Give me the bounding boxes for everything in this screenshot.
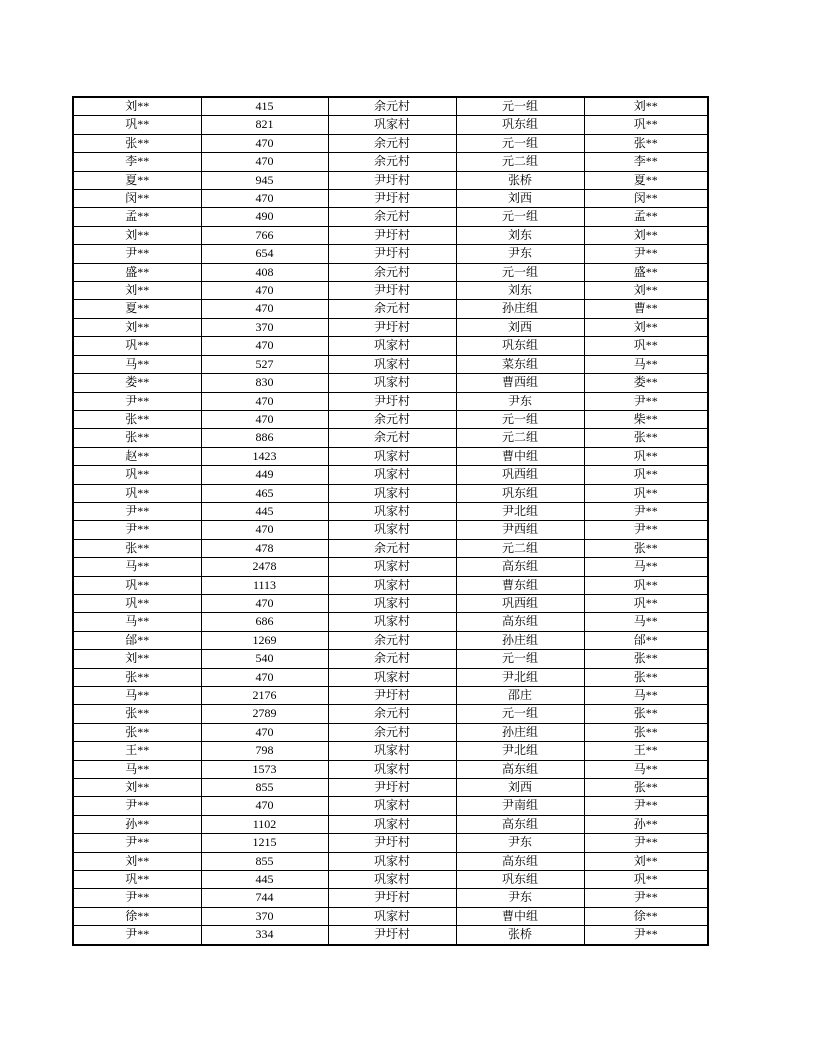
cell-masked-name-2: 尹** xyxy=(584,889,708,907)
cell-masked-name: 巩** xyxy=(73,484,201,502)
cell-masked-name: 尹** xyxy=(73,392,201,410)
cell-masked-name-2: 巩** xyxy=(584,337,708,355)
table-row xyxy=(73,374,708,392)
table-row xyxy=(73,447,708,465)
cell-village: 尹圩村 xyxy=(328,190,456,208)
cell-masked-name-2: 巩** xyxy=(584,576,708,594)
cell-amount: 855 xyxy=(201,852,328,870)
cell-masked-name: 马** xyxy=(73,355,201,373)
table-row xyxy=(73,410,708,428)
cell-masked-name: 张** xyxy=(73,539,201,557)
cell-amount: 470 xyxy=(201,282,328,300)
cell-masked-name-2: 张** xyxy=(584,668,708,686)
cell-amount: 470 xyxy=(201,337,328,355)
table-row xyxy=(73,171,708,189)
cell-group: 巩西组 xyxy=(456,594,584,612)
cell-village: 巩家村 xyxy=(328,668,456,686)
cell-amount: 1102 xyxy=(201,815,328,833)
cell-masked-name-2: 徐** xyxy=(584,907,708,925)
cell-amount: 654 xyxy=(201,245,328,263)
table-row xyxy=(73,907,708,925)
table-row xyxy=(73,392,708,410)
cell-group: 孙庄组 xyxy=(456,631,584,649)
cell-masked-name: 巩** xyxy=(73,337,201,355)
cell-group: 尹东 xyxy=(456,392,584,410)
cell-village: 巩家村 xyxy=(328,742,456,760)
cell-group: 元一组 xyxy=(456,650,584,668)
table-row xyxy=(73,521,708,539)
cell-masked-name-2: 李** xyxy=(584,153,708,171)
table-row xyxy=(73,190,708,208)
cell-amount: 855 xyxy=(201,779,328,797)
cell-masked-name: 巩** xyxy=(73,871,201,889)
cell-masked-name-2: 邰** xyxy=(584,631,708,649)
cell-masked-name-2: 张** xyxy=(584,705,708,723)
cell-group: 高东组 xyxy=(456,558,584,576)
cell-group: 尹东 xyxy=(456,245,584,263)
cell-amount: 470 xyxy=(201,521,328,539)
cell-group: 高东组 xyxy=(456,852,584,870)
cell-village: 余元村 xyxy=(328,539,456,557)
cell-village: 尹圩村 xyxy=(328,834,456,852)
cell-amount: 821 xyxy=(201,116,328,134)
table-row xyxy=(73,318,708,336)
cell-amount: 2789 xyxy=(201,705,328,723)
table-row xyxy=(73,208,708,226)
cell-village: 巩家村 xyxy=(328,871,456,889)
cell-amount: 470 xyxy=(201,392,328,410)
cell-masked-name-2: 盛** xyxy=(584,263,708,281)
cell-group: 张桥 xyxy=(456,171,584,189)
cell-group: 元一组 xyxy=(456,705,584,723)
table-row xyxy=(73,134,708,152)
cell-group: 刘西 xyxy=(456,190,584,208)
cell-masked-name: 张** xyxy=(73,723,201,741)
cell-village: 巩家村 xyxy=(328,613,456,631)
cell-amount: 1113 xyxy=(201,576,328,594)
cell-masked-name-2: 张** xyxy=(584,723,708,741)
cell-amount: 766 xyxy=(201,226,328,244)
cell-group: 刘东 xyxy=(456,282,584,300)
cell-masked-name-2: 张** xyxy=(584,779,708,797)
table-row xyxy=(73,705,708,723)
cell-amount: 449 xyxy=(201,466,328,484)
cell-masked-name: 刘** xyxy=(73,226,201,244)
cell-group: 巩东组 xyxy=(456,116,584,134)
cell-masked-name: 张** xyxy=(73,429,201,447)
table-row xyxy=(73,245,708,263)
cell-village: 巩家村 xyxy=(328,815,456,833)
cell-masked-name-2: 巩** xyxy=(584,594,708,612)
cell-village: 尹圩村 xyxy=(328,282,456,300)
cell-village: 巩家村 xyxy=(328,116,456,134)
cell-group: 孙庄组 xyxy=(456,300,584,318)
table-row xyxy=(73,282,708,300)
cell-masked-name-2: 巩** xyxy=(584,871,708,889)
cell-group: 元二组 xyxy=(456,153,584,171)
cell-amount: 445 xyxy=(201,502,328,520)
records-table-body xyxy=(73,97,708,945)
table-row xyxy=(73,815,708,833)
cell-masked-name: 赵** xyxy=(73,447,201,465)
cell-group: 元一组 xyxy=(456,97,584,116)
cell-village: 尹圩村 xyxy=(328,245,456,263)
table-row xyxy=(73,834,708,852)
table-row xyxy=(73,668,708,686)
cell-group: 元二组 xyxy=(456,539,584,557)
cell-masked-name: 尹** xyxy=(73,797,201,815)
cell-village: 余元村 xyxy=(328,410,456,428)
cell-masked-name: 张** xyxy=(73,410,201,428)
cell-amount: 798 xyxy=(201,742,328,760)
cell-village: 余元村 xyxy=(328,97,456,116)
cell-masked-name: 孟** xyxy=(73,208,201,226)
cell-amount: 470 xyxy=(201,797,328,815)
cell-amount: 470 xyxy=(201,723,328,741)
cell-amount: 686 xyxy=(201,613,328,631)
cell-amount: 470 xyxy=(201,300,328,318)
cell-village: 巩家村 xyxy=(328,502,456,520)
table-row xyxy=(73,576,708,594)
table-row xyxy=(73,889,708,907)
cell-village: 巩家村 xyxy=(328,760,456,778)
cell-village: 巩家村 xyxy=(328,337,456,355)
cell-masked-name-2: 巩** xyxy=(584,447,708,465)
table-row xyxy=(73,226,708,244)
table-row xyxy=(73,153,708,171)
cell-village: 巩家村 xyxy=(328,355,456,373)
cell-masked-name-2: 孙** xyxy=(584,815,708,833)
table-row xyxy=(73,429,708,447)
table-row xyxy=(73,926,708,945)
cell-amount: 886 xyxy=(201,429,328,447)
cell-village: 尹圩村 xyxy=(328,779,456,797)
cell-masked-name: 马** xyxy=(73,687,201,705)
table-row xyxy=(73,355,708,373)
table-row xyxy=(73,760,708,778)
cell-village: 巩家村 xyxy=(328,374,456,392)
cell-group: 刘东 xyxy=(456,226,584,244)
cell-masked-name: 刘** xyxy=(73,282,201,300)
table-row xyxy=(73,116,708,134)
cell-masked-name: 巩** xyxy=(73,576,201,594)
table-row xyxy=(73,300,708,318)
cell-masked-name-2: 马** xyxy=(584,613,708,631)
cell-masked-name: 王** xyxy=(73,742,201,760)
cell-village: 余元村 xyxy=(328,705,456,723)
table-row xyxy=(73,871,708,889)
cell-amount: 744 xyxy=(201,889,328,907)
cell-group: 刘西 xyxy=(456,779,584,797)
cell-village: 巩家村 xyxy=(328,852,456,870)
cell-amount: 470 xyxy=(201,134,328,152)
cell-village: 余元村 xyxy=(328,153,456,171)
cell-masked-name: 邰** xyxy=(73,631,201,649)
cell-masked-name: 刘** xyxy=(73,318,201,336)
cell-village: 巩家村 xyxy=(328,907,456,925)
cell-masked-name: 盛** xyxy=(73,263,201,281)
cell-masked-name: 尹** xyxy=(73,521,201,539)
cell-amount: 490 xyxy=(201,208,328,226)
cell-amount: 470 xyxy=(201,153,328,171)
cell-group: 高东组 xyxy=(456,760,584,778)
cell-masked-name-2: 尹** xyxy=(584,926,708,945)
cell-masked-name-2: 尹** xyxy=(584,392,708,410)
cell-masked-name-2: 张** xyxy=(584,134,708,152)
cell-village: 巩家村 xyxy=(328,484,456,502)
cell-masked-name-2: 闵** xyxy=(584,190,708,208)
cell-group: 高东组 xyxy=(456,613,584,631)
cell-masked-name: 娄** xyxy=(73,374,201,392)
cell-masked-name: 巩** xyxy=(73,116,201,134)
cell-amount: 445 xyxy=(201,871,328,889)
table-row xyxy=(73,631,708,649)
cell-group: 巩东组 xyxy=(456,337,584,355)
cell-village: 余元村 xyxy=(328,650,456,668)
cell-group: 孙庄组 xyxy=(456,723,584,741)
table-row xyxy=(73,650,708,668)
cell-group: 尹北组 xyxy=(456,742,584,760)
cell-masked-name-2: 巩** xyxy=(584,484,708,502)
table-row xyxy=(73,466,708,484)
cell-group: 尹西组 xyxy=(456,521,584,539)
cell-village: 余元村 xyxy=(328,263,456,281)
table-row xyxy=(73,852,708,870)
cell-masked-name-2: 马** xyxy=(584,687,708,705)
cell-amount: 2478 xyxy=(201,558,328,576)
cell-village: 巩家村 xyxy=(328,466,456,484)
cell-village: 巩家村 xyxy=(328,558,456,576)
cell-masked-name-2: 张** xyxy=(584,429,708,447)
cell-masked-name-2: 刘** xyxy=(584,318,708,336)
cell-group: 张桥 xyxy=(456,926,584,945)
records-table xyxy=(72,96,709,946)
cell-group: 尹东 xyxy=(456,834,584,852)
cell-village: 巩家村 xyxy=(328,447,456,465)
cell-group: 尹北组 xyxy=(456,502,584,520)
cell-village: 余元村 xyxy=(328,723,456,741)
cell-village: 尹圩村 xyxy=(328,889,456,907)
cell-group: 元一组 xyxy=(456,410,584,428)
cell-masked-name-2: 尹** xyxy=(584,834,708,852)
cell-masked-name: 闵** xyxy=(73,190,201,208)
cell-masked-name-2: 孟** xyxy=(584,208,708,226)
cell-masked-name: 孙** xyxy=(73,815,201,833)
cell-masked-name-2: 王** xyxy=(584,742,708,760)
cell-group: 尹南组 xyxy=(456,797,584,815)
cell-village: 余元村 xyxy=(328,208,456,226)
cell-group: 巩东组 xyxy=(456,871,584,889)
cell-masked-name: 张** xyxy=(73,705,201,723)
cell-masked-name-2: 尹** xyxy=(584,245,708,263)
cell-amount: 370 xyxy=(201,318,328,336)
cell-masked-name-2: 张** xyxy=(584,539,708,557)
cell-masked-name-2: 柴** xyxy=(584,410,708,428)
cell-village: 巩家村 xyxy=(328,521,456,539)
cell-village: 巩家村 xyxy=(328,797,456,815)
cell-masked-name: 巩** xyxy=(73,594,201,612)
cell-group: 曹中组 xyxy=(456,447,584,465)
table-row xyxy=(73,742,708,760)
cell-group: 尹北组 xyxy=(456,668,584,686)
cell-amount: 1423 xyxy=(201,447,328,465)
cell-masked-name: 马** xyxy=(73,558,201,576)
cell-amount: 470 xyxy=(201,190,328,208)
cell-amount: 1573 xyxy=(201,760,328,778)
cell-amount: 470 xyxy=(201,668,328,686)
cell-masked-name-2: 尹** xyxy=(584,797,708,815)
cell-amount: 1269 xyxy=(201,631,328,649)
table-row xyxy=(73,558,708,576)
cell-group: 尹东 xyxy=(456,889,584,907)
cell-masked-name: 马** xyxy=(73,613,201,631)
cell-amount: 540 xyxy=(201,650,328,668)
cell-masked-name: 尹** xyxy=(73,926,201,945)
cell-amount: 465 xyxy=(201,484,328,502)
cell-amount: 408 xyxy=(201,263,328,281)
cell-masked-name: 夏** xyxy=(73,171,201,189)
cell-amount: 527 xyxy=(201,355,328,373)
cell-amount: 945 xyxy=(201,171,328,189)
cell-group: 元一组 xyxy=(456,208,584,226)
cell-village: 尹圩村 xyxy=(328,318,456,336)
cell-masked-name-2: 马** xyxy=(584,558,708,576)
cell-amount: 470 xyxy=(201,410,328,428)
cell-amount: 1215 xyxy=(201,834,328,852)
cell-amount: 2176 xyxy=(201,687,328,705)
table-row xyxy=(73,594,708,612)
cell-masked-name-2: 马** xyxy=(584,355,708,373)
cell-village: 尹圩村 xyxy=(328,171,456,189)
cell-amount: 470 xyxy=(201,594,328,612)
cell-masked-name: 刘** xyxy=(73,650,201,668)
cell-masked-name-2: 巩** xyxy=(584,116,708,134)
table-row xyxy=(73,502,708,520)
table-row xyxy=(73,723,708,741)
cell-group: 元二组 xyxy=(456,429,584,447)
cell-masked-name-2: 尹** xyxy=(584,521,708,539)
cell-group: 刘西 xyxy=(456,318,584,336)
cell-masked-name: 尹** xyxy=(73,834,201,852)
cell-village: 余元村 xyxy=(328,429,456,447)
table-row xyxy=(73,687,708,705)
cell-village: 巩家村 xyxy=(328,576,456,594)
cell-masked-name-2: 刘** xyxy=(584,226,708,244)
cell-masked-name-2: 刘** xyxy=(584,282,708,300)
cell-masked-name: 刘** xyxy=(73,852,201,870)
cell-masked-name: 刘** xyxy=(73,779,201,797)
cell-masked-name: 巩** xyxy=(73,466,201,484)
cell-amount: 478 xyxy=(201,539,328,557)
cell-masked-name-2: 刘** xyxy=(584,852,708,870)
cell-village: 余元村 xyxy=(328,631,456,649)
cell-group: 巩西组 xyxy=(456,466,584,484)
cell-masked-name-2: 刘** xyxy=(584,97,708,116)
cell-village: 巩家村 xyxy=(328,594,456,612)
cell-village: 余元村 xyxy=(328,300,456,318)
cell-village: 尹圩村 xyxy=(328,926,456,945)
cell-masked-name: 张** xyxy=(73,668,201,686)
cell-masked-name-2: 尹** xyxy=(584,502,708,520)
cell-amount: 370 xyxy=(201,907,328,925)
cell-village: 尹圩村 xyxy=(328,687,456,705)
cell-group: 曹东组 xyxy=(456,576,584,594)
cell-amount: 830 xyxy=(201,374,328,392)
cell-group: 曹西组 xyxy=(456,374,584,392)
table-row xyxy=(73,97,708,116)
table-row xyxy=(73,337,708,355)
cell-group: 元一组 xyxy=(456,134,584,152)
cell-masked-name-2: 张** xyxy=(584,650,708,668)
table-row xyxy=(73,484,708,502)
cell-masked-name: 李** xyxy=(73,153,201,171)
cell-group: 曹中组 xyxy=(456,907,584,925)
cell-masked-name-2: 娄** xyxy=(584,374,708,392)
table-row xyxy=(73,263,708,281)
cell-masked-name: 尹** xyxy=(73,889,201,907)
cell-group: 元一组 xyxy=(456,263,584,281)
cell-masked-name-2: 马** xyxy=(584,760,708,778)
cell-masked-name: 马** xyxy=(73,760,201,778)
cell-group: 高东组 xyxy=(456,815,584,833)
cell-masked-name-2: 巩** xyxy=(584,466,708,484)
table-row xyxy=(73,539,708,557)
cell-masked-name: 尹** xyxy=(73,245,201,263)
table-row xyxy=(73,613,708,631)
cell-masked-name: 夏** xyxy=(73,300,201,318)
cell-group: 菜东组 xyxy=(456,355,584,373)
cell-masked-name-2: 曹** xyxy=(584,300,708,318)
table-row xyxy=(73,797,708,815)
cell-masked-name: 张** xyxy=(73,134,201,152)
cell-group: 邵庄 xyxy=(456,687,584,705)
cell-group: 巩东组 xyxy=(456,484,584,502)
cell-village: 余元村 xyxy=(328,134,456,152)
cell-masked-name: 徐** xyxy=(73,907,201,925)
table-row xyxy=(73,779,708,797)
cell-masked-name: 刘** xyxy=(73,97,201,116)
cell-village: 尹圩村 xyxy=(328,392,456,410)
cell-masked-name-2: 夏** xyxy=(584,171,708,189)
cell-masked-name: 尹** xyxy=(73,502,201,520)
cell-amount: 334 xyxy=(201,926,328,945)
cell-amount: 415 xyxy=(201,97,328,116)
cell-village: 尹圩村 xyxy=(328,226,456,244)
